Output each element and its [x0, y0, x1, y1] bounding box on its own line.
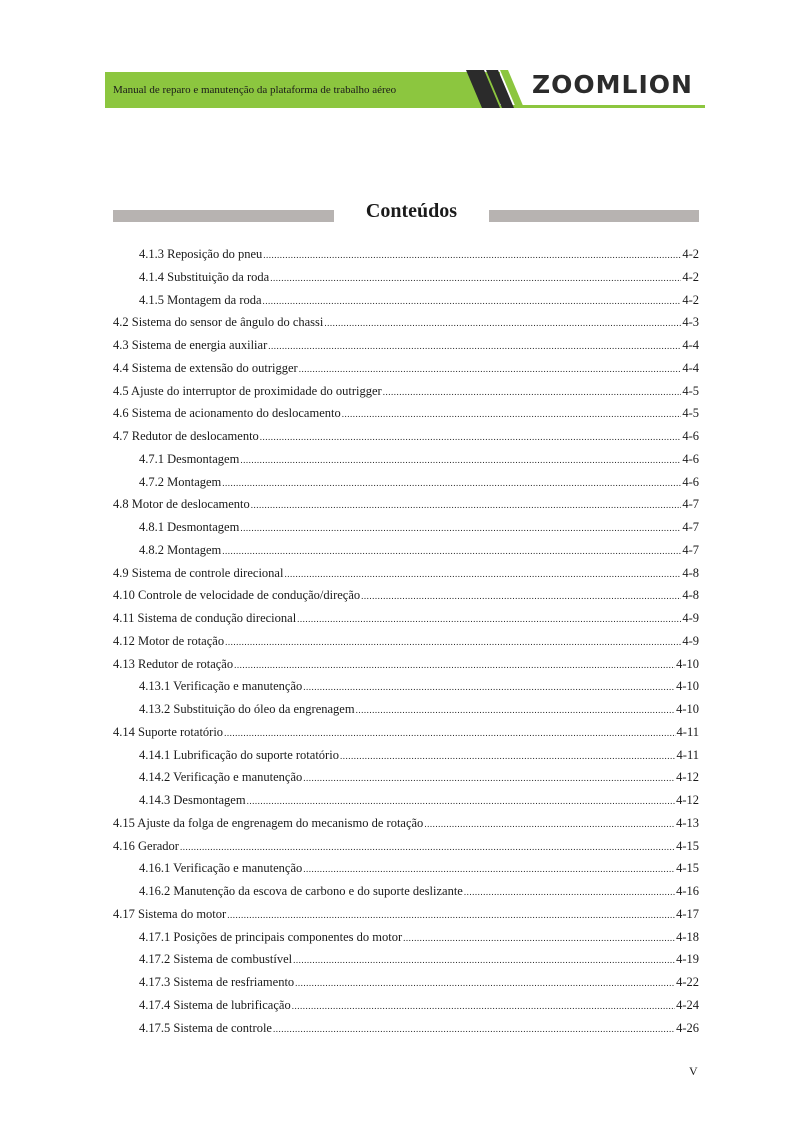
- title-bar-left: [113, 210, 334, 222]
- toc-entry-page: 4-7: [682, 520, 699, 534]
- toc-entry-title: 4.5 Ajuste do interruptor de proximidade do outrigger: [113, 383, 382, 398]
- toc-entry-page: 4-5: [682, 383, 699, 398]
- toc-entry-title: 4.3 Sistema de energia auxiliar: [113, 338, 268, 352]
- toc-entry[interactable]: [113, 266, 699, 289]
- toc-dot-leader: [299, 357, 682, 381]
- toc-entry-page: 4-4: [682, 360, 699, 375]
- toc-dot-leader: [356, 698, 676, 722]
- toc-entry-title: 4.14.3 Desmontagem: [139, 793, 246, 807]
- toc-entry-page: 4-10: [676, 656, 699, 671]
- toc-entry-title: 4.17.4 Sistema de lubrificação: [139, 997, 291, 1012]
- toc-entry-title: 4.15 Ajuste da folga de engrenagem do mecanismo de rotação: [113, 815, 424, 830]
- toc-entry[interactable]: [113, 380, 699, 403]
- toc-entry-page: 4-16: [676, 884, 699, 898]
- toc-entry-page: 4-8: [682, 588, 699, 603]
- toc-entry-page: 4-13: [676, 815, 699, 830]
- toc-entry-title: 4.14.1 Lubrificação do suporte rotatório: [139, 747, 339, 762]
- toc-dot-leader: [340, 744, 676, 768]
- toc-entry-title: 4.6 Sistema de acionamento do deslocamento: [113, 406, 341, 421]
- toc-entry[interactable]: [113, 721, 699, 744]
- toc-entry-page: 4-11: [676, 747, 699, 762]
- toc-entry[interactable]: [113, 584, 699, 607]
- toc-dot-leader: [403, 926, 675, 950]
- toc-entry-title: 4.4 Sistema de extensão do outrigger: [113, 360, 298, 375]
- toc-entry[interactable]: [113, 516, 699, 539]
- toc-entry-page: 4-2: [682, 247, 699, 261]
- toc-entry-page: 4-22: [676, 975, 699, 989]
- toc-entry-title: 4.13 Redutor de rotação: [113, 656, 234, 671]
- toc-entry-page: 4-6: [682, 451, 699, 466]
- toc-entry-title: 4.17.5 Sistema de controle: [139, 1020, 272, 1035]
- toc-entry-page: 4-9: [682, 611, 699, 625]
- toc-entry-title: 4.16.2 Manutenção da escova de carbono e do suporte deslizante: [139, 884, 463, 898]
- toc-dot-leader: [234, 653, 675, 677]
- toc-entry-page: 4-12: [676, 793, 699, 807]
- toc-entry-page: 4-2: [682, 292, 699, 307]
- toc-dot-leader: [251, 493, 682, 517]
- toc-entry-title: 4.17.1 Posições de principais componentes do motor: [139, 929, 403, 944]
- toc-entry[interactable]: [113, 630, 699, 653]
- toc-entry-page: 4-26: [676, 1020, 699, 1035]
- toc-entry[interactable]: [113, 971, 699, 994]
- toc-entry-page: 4-19: [676, 952, 699, 967]
- toc-entry-page: 4-12: [676, 770, 699, 785]
- toc-dot-leader: [303, 766, 675, 790]
- page-number: V: [689, 1064, 698, 1078]
- toc-entry[interactable]: [113, 311, 699, 334]
- toc-entry[interactable]: [113, 812, 699, 835]
- toc-dot-leader: [293, 948, 675, 972]
- toc-dot-leader: [225, 630, 681, 654]
- toc-entry[interactable]: [113, 698, 699, 721]
- table-of-contents: [113, 243, 699, 1039]
- toc-entry-title: 4.7.1 Desmontagem: [139, 451, 240, 466]
- toc-entry-page: 4-15: [676, 861, 699, 876]
- toc-dot-leader: [222, 471, 681, 495]
- toc-entry[interactable]: [113, 857, 699, 880]
- toc-entry-page: 4-6: [682, 429, 699, 443]
- toc-dot-leader: [240, 448, 681, 472]
- title-bar-right: [489, 210, 699, 222]
- zoomlion-logo-icon: [456, 68, 536, 112]
- page-title: Conteúdos: [365, 200, 458, 222]
- toc-entry-title: 4.17.2 Sistema de combustível: [139, 952, 293, 967]
- toc-entry[interactable]: [113, 744, 699, 767]
- toc-entry-title: 4.1.5 Montagem da roda: [139, 292, 262, 307]
- toc-dot-leader: [263, 243, 681, 267]
- toc-entry-title: 4.9 Sistema de controle direcional: [113, 565, 284, 580]
- toc-entry-page: 4-18: [676, 929, 699, 944]
- toc-entry-title: 4.8 Motor de deslocamento: [113, 497, 250, 512]
- toc-entry-title: 4.14.2 Verificação e manutenção: [139, 770, 303, 785]
- toc-entry[interactable]: [113, 471, 699, 494]
- toc-entry-title: 4.13.1 Verificação e manutenção: [139, 679, 303, 694]
- toc-dot-leader: [303, 857, 675, 881]
- toc-entry-title: 4.17 Sistema do motor: [113, 906, 227, 921]
- toc-entry-page: 4-4: [682, 338, 699, 352]
- toc-dot-leader: [273, 1017, 675, 1041]
- toc-entry[interactable]: [113, 835, 699, 858]
- toc-entry-title: 4.1.4 Substituição da roda: [139, 269, 270, 284]
- toc-entry-title: 4.16 Gerador: [113, 838, 179, 853]
- toc-entry[interactable]: [113, 994, 699, 1017]
- toc-dot-leader: [295, 971, 675, 995]
- toc-dot-leader: [222, 539, 681, 563]
- toc-entry[interactable]: [113, 562, 699, 585]
- toc-entry-page: 4-6: [682, 474, 699, 489]
- brand-logo-text: ZOOMLION: [532, 70, 693, 99]
- toc-dot-leader: [383, 380, 682, 404]
- toc-dot-leader: [297, 607, 681, 631]
- toc-dot-leader: [361, 584, 681, 608]
- toc-dot-leader: [284, 562, 681, 586]
- toc-entry-title: 4.1.3 Reposição do pneu: [139, 247, 263, 261]
- toc-entry-page: 4-11: [676, 724, 699, 739]
- toc-entry[interactable]: [113, 789, 699, 812]
- toc-dot-leader: [292, 994, 675, 1018]
- toc-entry-page: 4-9: [682, 633, 699, 648]
- toc-entry-page: 4-10: [676, 702, 699, 716]
- toc-entry[interactable]: [113, 243, 699, 266]
- toc-entry-title: 4.7.2 Montagem: [139, 474, 222, 489]
- toc-entry-page: 4-2: [682, 269, 699, 284]
- toc-entry[interactable]: [113, 289, 699, 312]
- toc-entry-title: 4.16.1 Verificação e manutenção: [139, 861, 303, 876]
- toc-entry[interactable]: [113, 926, 699, 949]
- toc-entry-title: 4.8.1 Desmontagem: [139, 520, 240, 534]
- toc-entry-title: 4.17.3 Sistema de resfriamento: [139, 975, 295, 989]
- toc-entry[interactable]: [113, 948, 699, 971]
- toc-dot-leader: [464, 880, 675, 904]
- toc-entry[interactable]: [113, 493, 699, 516]
- toc-dot-leader: [303, 675, 675, 699]
- toc-entry[interactable]: [113, 1017, 699, 1040]
- toc-entry-title: 4.10 Controle de velocidade de condução/direção: [113, 588, 361, 603]
- toc-entry-page: 4-7: [682, 542, 699, 557]
- toc-entry[interactable]: [113, 653, 699, 676]
- toc-dot-leader: [247, 789, 675, 813]
- toc-dot-leader: [424, 812, 675, 836]
- toc-dot-leader: [263, 289, 682, 313]
- toc-entry-title: 4.7 Redutor de deslocamento: [113, 429, 259, 443]
- toc-dot-leader: [268, 334, 681, 358]
- toc-entry[interactable]: [113, 539, 699, 562]
- manual-title: Manual de reparo e manutenção da plataforma de trabalho aéreo: [113, 84, 397, 96]
- toc-dot-leader: [260, 425, 682, 449]
- toc-entry-page: 4-3: [682, 315, 699, 330]
- toc-entry-title: 4.8.2 Montagem: [139, 542, 222, 557]
- toc-entry-page: 4-15: [676, 838, 699, 853]
- toc-entry-title: 4.12 Motor de rotação: [113, 633, 225, 648]
- toc-entry-page: 4-10: [676, 679, 699, 694]
- toc-entry[interactable]: [113, 425, 699, 448]
- toc-entry-title: 4.2 Sistema do sensor de ângulo do chassi: [113, 315, 324, 330]
- toc-entry[interactable]: [113, 675, 699, 698]
- toc-entry[interactable]: [113, 334, 699, 357]
- toc-dot-leader: [324, 311, 681, 335]
- toc-entry-page: 4-8: [682, 565, 699, 580]
- toc-entry[interactable]: [113, 766, 699, 789]
- toc-dot-leader: [240, 516, 681, 540]
- toc-dot-leader: [270, 266, 681, 290]
- toc-entry-title: 4.11 Sistema de condução direcional: [113, 611, 297, 625]
- toc-entry[interactable]: [113, 880, 699, 903]
- toc-dot-leader: [180, 835, 675, 859]
- toc-entry[interactable]: [113, 448, 699, 471]
- toc-entry[interactable]: [113, 903, 699, 926]
- toc-entry[interactable]: [113, 402, 699, 425]
- toc-entry-page: 4-5: [682, 406, 699, 421]
- toc-entry[interactable]: [113, 357, 699, 380]
- toc-entry-page: 4-17: [676, 906, 699, 921]
- toc-dot-leader: [224, 721, 675, 745]
- toc-entry-page: 4-7: [682, 497, 699, 512]
- toc-entry-page: 4-24: [676, 997, 699, 1012]
- toc-entry-title: 4.14 Suporte rotatório: [113, 724, 224, 739]
- toc-entry[interactable]: [113, 607, 699, 630]
- toc-entry-title: 4.13.2 Substituição do óleo da engrenagem: [139, 702, 355, 716]
- toc-dot-leader: [227, 903, 675, 927]
- toc-dot-leader: [342, 402, 682, 426]
